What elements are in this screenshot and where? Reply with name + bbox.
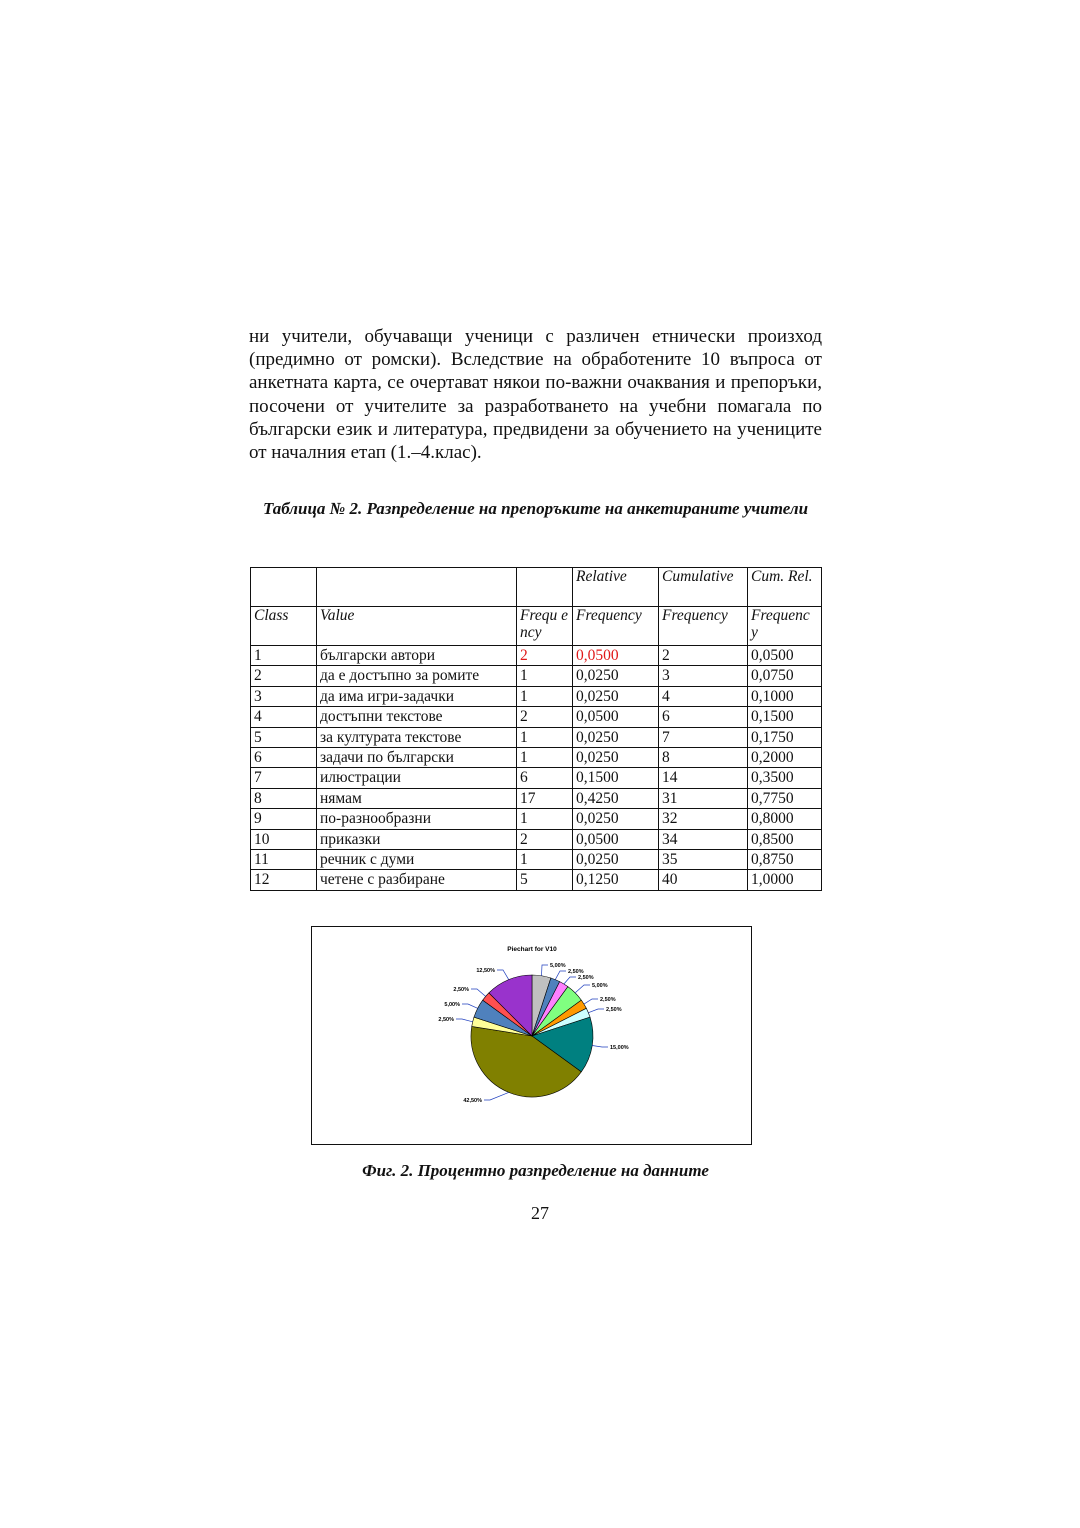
table-cell: 2 xyxy=(517,646,573,666)
table-cell: 0,0500 xyxy=(573,707,659,727)
table-cell: български автори xyxy=(317,646,517,666)
pie-leader-line xyxy=(471,989,486,996)
table-cell: 0,1500 xyxy=(573,768,659,788)
table-row xyxy=(251,727,822,747)
table-cell: 1 xyxy=(517,666,573,686)
table-cell: 0,0750 xyxy=(748,666,822,686)
chart-frame xyxy=(311,926,752,1145)
table-cell: 4 xyxy=(251,707,317,727)
page-number: 27 xyxy=(531,1203,549,1223)
table-cell: 14 xyxy=(659,768,748,788)
pie-leader-line xyxy=(564,977,576,984)
table-cell: 34 xyxy=(659,829,748,849)
table-cell: 3 xyxy=(659,666,748,686)
table-row xyxy=(251,748,822,768)
table-cell xyxy=(517,568,573,607)
table-cell: речник с думи xyxy=(317,850,517,870)
table-cell: 6 xyxy=(659,707,748,727)
table-cell: Value xyxy=(317,607,517,646)
table-cell: Class xyxy=(251,607,317,646)
pie-slice-label: 2,50% xyxy=(606,1007,622,1013)
table-cell: 9 xyxy=(251,809,317,829)
table-cell: 0,0250 xyxy=(573,686,659,706)
table-cell: 0,0500 xyxy=(748,646,822,666)
pie-leader-line xyxy=(592,1046,608,1048)
pie-slice-label: 42,50% xyxy=(463,1098,482,1104)
table-cell: 40 xyxy=(659,870,748,890)
table-cell: Relative xyxy=(573,568,659,607)
table-cell: 0,0250 xyxy=(573,850,659,870)
table-row xyxy=(251,809,822,829)
table-cell: 7 xyxy=(251,768,317,788)
pie-chart xyxy=(312,927,751,1144)
table-cell: четене с разбиране xyxy=(317,870,517,890)
table-cell: Frequenc y xyxy=(748,607,822,646)
figure-caption: Фиг. 2. Процентно разпределение на данните xyxy=(362,1161,709,1180)
table-header-row xyxy=(251,568,822,607)
pie-slice-label: 2,50% xyxy=(453,987,469,993)
table-cell: 5 xyxy=(251,727,317,747)
table-cell: 1 xyxy=(517,809,573,829)
table-cell: 0,8000 xyxy=(748,809,822,829)
table-cell: 10 xyxy=(251,829,317,849)
table-cell: 0,0500 xyxy=(573,829,659,849)
table-cell: 5 xyxy=(517,870,573,890)
pie-leader-line xyxy=(497,970,509,980)
pie-leader-line xyxy=(555,971,566,980)
chart-title: Piechart for V10 xyxy=(507,946,557,953)
pie-slice-label: 2,50% xyxy=(568,969,584,975)
table-cell: Cum. Rel. xyxy=(748,568,822,607)
table-cell: 2 xyxy=(659,646,748,666)
table-cell: Frequency xyxy=(659,607,748,646)
table-cell: 0,2000 xyxy=(748,748,822,768)
table-row xyxy=(251,666,822,686)
table-cell: 12 xyxy=(251,870,317,890)
table-row xyxy=(251,686,822,706)
pie-slice-label: 5,00% xyxy=(592,983,608,989)
table-cell: 0,7750 xyxy=(748,788,822,808)
pie-slice-label: 2,50% xyxy=(438,1017,454,1023)
table-cell: 0,8750 xyxy=(748,850,822,870)
table-cell: 6 xyxy=(517,768,573,788)
table-cell: да има игри-задачки xyxy=(317,686,517,706)
pie-leader-line xyxy=(575,985,590,993)
table-cell: 11 xyxy=(251,850,317,870)
table-cell: 2 xyxy=(517,707,573,727)
table-cell: 1 xyxy=(517,748,573,768)
table-cell: 0,3500 xyxy=(748,768,822,788)
table-cell: 3 xyxy=(251,686,317,706)
pie-leader-line xyxy=(456,1019,473,1022)
table-cell: по-разнообразни xyxy=(317,809,517,829)
table-cell: 7 xyxy=(659,727,748,747)
table-cell: 0,1000 xyxy=(748,686,822,706)
pie-leader-line xyxy=(584,999,598,1004)
table-cell: 0,8500 xyxy=(748,829,822,849)
table-cell: 4 xyxy=(659,686,748,706)
frequency-table xyxy=(250,567,822,891)
table-cell: 0,4250 xyxy=(573,788,659,808)
table-cell: Frequency xyxy=(573,607,659,646)
pie-slice-label: 12,50% xyxy=(476,968,495,974)
table-cell: достъпни текстове xyxy=(317,707,517,727)
table-cell: 8 xyxy=(251,788,317,808)
table-caption: Таблица № 2. Разпределение на препоръките на анкетираните учители xyxy=(262,499,809,518)
pie-leader-line xyxy=(462,1004,478,1008)
table-cell: Frequ ency xyxy=(517,607,573,646)
table-cell: 2 xyxy=(251,666,317,686)
table-row xyxy=(251,646,822,666)
table-cell: 32 xyxy=(659,809,748,829)
table-cell: 31 xyxy=(659,788,748,808)
table-cell: 1,0000 xyxy=(748,870,822,890)
table-cell: 1 xyxy=(517,727,573,747)
table-cell: 0,0250 xyxy=(573,809,659,829)
table-cell xyxy=(317,568,517,607)
table-row xyxy=(251,850,822,870)
pie-slice-label: 2,50% xyxy=(578,975,594,981)
table-cell: 1 xyxy=(251,646,317,666)
pie-leader-line xyxy=(484,1092,509,1100)
pie-slice-label: 2,50% xyxy=(600,997,616,1003)
table-cell: 0,1250 xyxy=(573,870,659,890)
table-cell: приказки xyxy=(317,829,517,849)
table-row xyxy=(251,768,822,788)
table-cell: 2 xyxy=(517,829,573,849)
pie-leader-line xyxy=(542,965,549,976)
table-cell: задачи по български xyxy=(317,748,517,768)
table-cell: 6 xyxy=(251,748,317,768)
table-cell: Cumulative xyxy=(659,568,748,607)
table-cell: 8 xyxy=(659,748,748,768)
table-cell: 17 xyxy=(517,788,573,808)
table-cell: илюстрации xyxy=(317,768,517,788)
table-row xyxy=(251,707,822,727)
table-cell: 0,1750 xyxy=(748,727,822,747)
table-cell: нямам xyxy=(317,788,517,808)
pie-slice-label: 15,00% xyxy=(610,1045,629,1051)
table-cell: за културата текстове xyxy=(317,727,517,747)
body-paragraph: ни учители, обучаващи ученици с различен етнически произход (предимно от ромски). Вследствие на обработените 10 въпроса от анкетната карта, се очертават някои по-важни очаквания и препоръки, посочени от учителите за разработването на учебни помагала по български език и литература, предвидени за обучението на учениците от началния етап (1.–4.клас). xyxy=(249,326,822,464)
table-row xyxy=(251,829,822,849)
table-cell: 35 xyxy=(659,850,748,870)
table-cell: 1 xyxy=(517,850,573,870)
table-cell: 1 xyxy=(517,686,573,706)
table-row xyxy=(251,870,822,890)
table-cell: да е достъпно за ромите xyxy=(317,666,517,686)
table-cell: 0,0500 xyxy=(573,646,659,666)
pie-slice-label: 5,00% xyxy=(550,963,566,969)
pie-slice-label: 5,00% xyxy=(444,1002,460,1008)
table-row xyxy=(251,788,822,808)
table-cell: 0,1500 xyxy=(748,707,822,727)
table-cell xyxy=(251,568,317,607)
table-cell: 0,0250 xyxy=(573,748,659,768)
table-cell: 0,0250 xyxy=(573,727,659,747)
table-cell: 0,0250 xyxy=(573,666,659,686)
pie-leader-line xyxy=(588,1009,604,1013)
table-header-row xyxy=(251,607,822,646)
